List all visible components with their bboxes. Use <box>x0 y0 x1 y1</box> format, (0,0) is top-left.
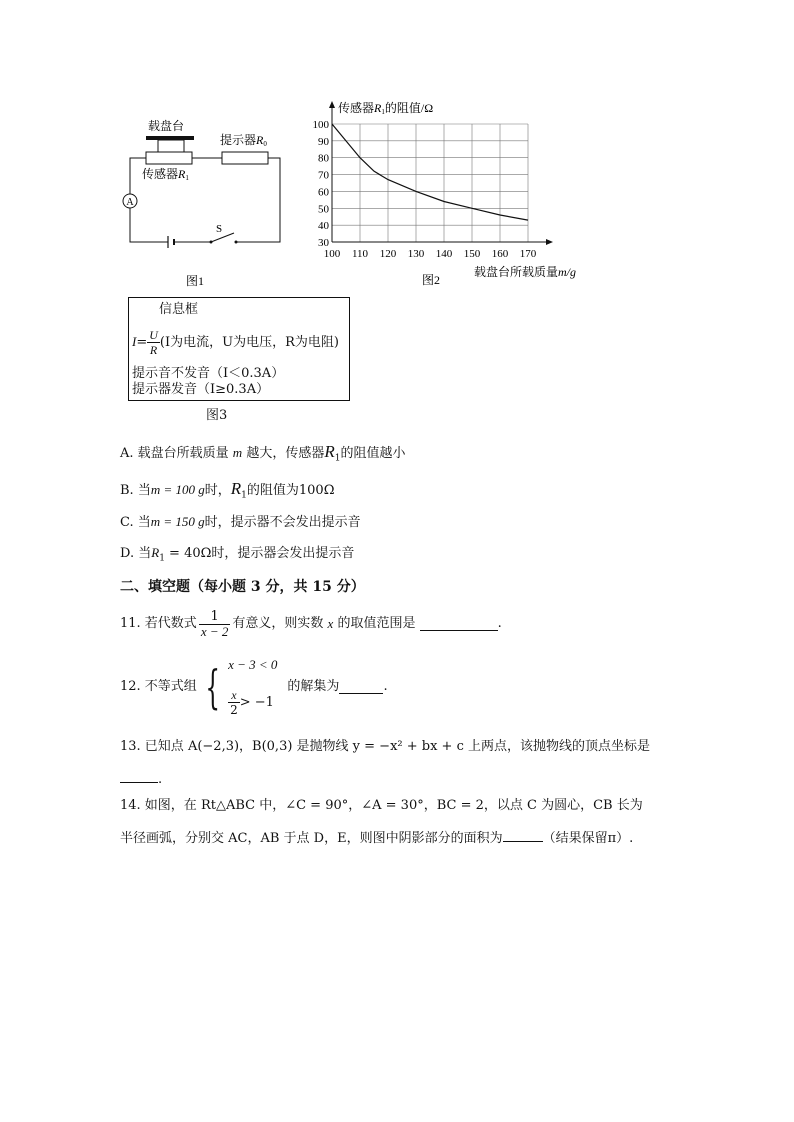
x-tick-label: 170 <box>519 248 537 260</box>
chart-axes <box>329 101 553 245</box>
fig1-caption: 图1 <box>186 274 205 288</box>
chart-grid <box>332 124 528 242</box>
section-heading: 二、填空题（每小题 3 分，共 15 分） <box>120 579 365 595</box>
fig3-caption: 图3 <box>206 408 228 423</box>
chart-xlabel: 载盘台所载质量m/g <box>474 265 577 279</box>
answer-blank-11[interactable] <box>420 618 498 631</box>
switch-blade <box>211 233 234 242</box>
figure-2-chart <box>300 96 600 292</box>
circuit-diagram <box>118 112 298 292</box>
y-tick-label: 100 <box>312 119 329 131</box>
brace-icon: { <box>205 660 220 714</box>
infobox-formula: I= $\frac{U}{R}$ (I为电流，U为电压，R为电阻) <box>132 328 339 357</box>
y-tick-label: 40 <box>318 220 329 233</box>
option-b[interactable]: B. 当m = 100 g时，$R_1$的阻值为100Ω <box>120 479 335 501</box>
x-tick-label: 130 <box>407 248 425 260</box>
y-tick-label: 60 <box>318 186 329 199</box>
switch-contact <box>235 241 238 244</box>
x-tick-label: 110 <box>351 248 369 260</box>
alarm-label: 提示器R0 <box>220 133 267 148</box>
answer-blank-13[interactable] <box>120 770 158 783</box>
x-tick-label: 100 <box>323 248 341 260</box>
x-axis-arrow-icon <box>546 239 553 245</box>
question-13-line2: . <box>120 770 162 788</box>
x-tick-label: 160 <box>491 248 509 260</box>
platform-label: 载盘台 <box>148 119 185 133</box>
infobox-line2: 提示音不发音（I＜0.3A） <box>132 366 285 381</box>
y-tick-label: 90 <box>318 135 329 148</box>
series-line <box>332 124 528 220</box>
fig2-caption: 图2 <box>422 273 441 287</box>
wire-right <box>236 158 280 242</box>
option-c[interactable]: C. 当m = 150 g时，提示器不会发出提示音 <box>120 514 361 530</box>
y-tick-label: 50 <box>318 203 329 216</box>
sensor-resistor <box>146 152 192 164</box>
y-axis-arrow-icon <box>329 101 335 108</box>
figure-3-infobox <box>128 297 350 401</box>
question-14-line2: 半径画弧，分别交 AC，AB 于点 D，E，则图中阴影部分的面积为 （结果保留π）. <box>120 831 634 846</box>
chart-series <box>332 124 528 220</box>
answer-blank-14[interactable] <box>503 829 543 842</box>
question-13: 13. 已知点 A(−2,3)，B(0,3) 是抛物线 y = −x² + bx + c 上两点，该抛物线的顶点坐标是 <box>120 739 650 754</box>
y-tick-label: 70 <box>318 169 329 182</box>
platform-plate <box>146 136 194 140</box>
y-tick-label: 80 <box>318 152 329 165</box>
ammeter-label: A <box>126 197 134 208</box>
infobox-line3: 提示器发音（I≥0.3A） <box>132 382 270 397</box>
wire-left-bottom <box>130 208 168 242</box>
resistance-mass-chart <box>300 96 600 292</box>
question-11: 11. 若代数式 $\frac{1}{x - 2}$ 有意义，则实数 x 的取值范围是 . <box>120 608 502 639</box>
x-tick-label: 140 <box>435 248 453 260</box>
infobox-title: 信息框 <box>159 302 199 317</box>
answer-blank-12[interactable] <box>339 681 383 694</box>
figure-1-circuit <box>118 112 298 292</box>
switch-label: S <box>216 223 223 235</box>
alarm-resistor <box>222 152 268 164</box>
sensor-label: 传感器R1 <box>142 167 189 182</box>
option-a[interactable]: A. 载盘台所载质量 m 越大，传感器$R_1$的阻值越小 <box>120 442 406 464</box>
platform-stand <box>158 140 184 152</box>
y-tick-label: 30 <box>318 237 329 249</box>
question-14: 14. 如图，在 Rt△ABC 中，∠C = 90°，∠A = 30°，BC = 2，以点 C 为圆心，CB 长为 <box>120 798 643 813</box>
question-12: 12. 不等式组 { x − 3 < 0 $\frac{x}{2}$ > −1 的解集为 . <box>120 657 388 717</box>
option-d[interactable]: D. 当$R_1 = 40\Omega$时，提示器会发出提示音 <box>120 545 355 564</box>
x-tick-label: 120 <box>379 248 397 260</box>
x-tick-label: 150 <box>463 248 481 260</box>
inequality-system: x − 3 < 0 $\frac{x}{2}$ > −1 <box>228 657 278 717</box>
chart-ylabel: 传感器R1的阻值/Ω <box>338 101 434 116</box>
